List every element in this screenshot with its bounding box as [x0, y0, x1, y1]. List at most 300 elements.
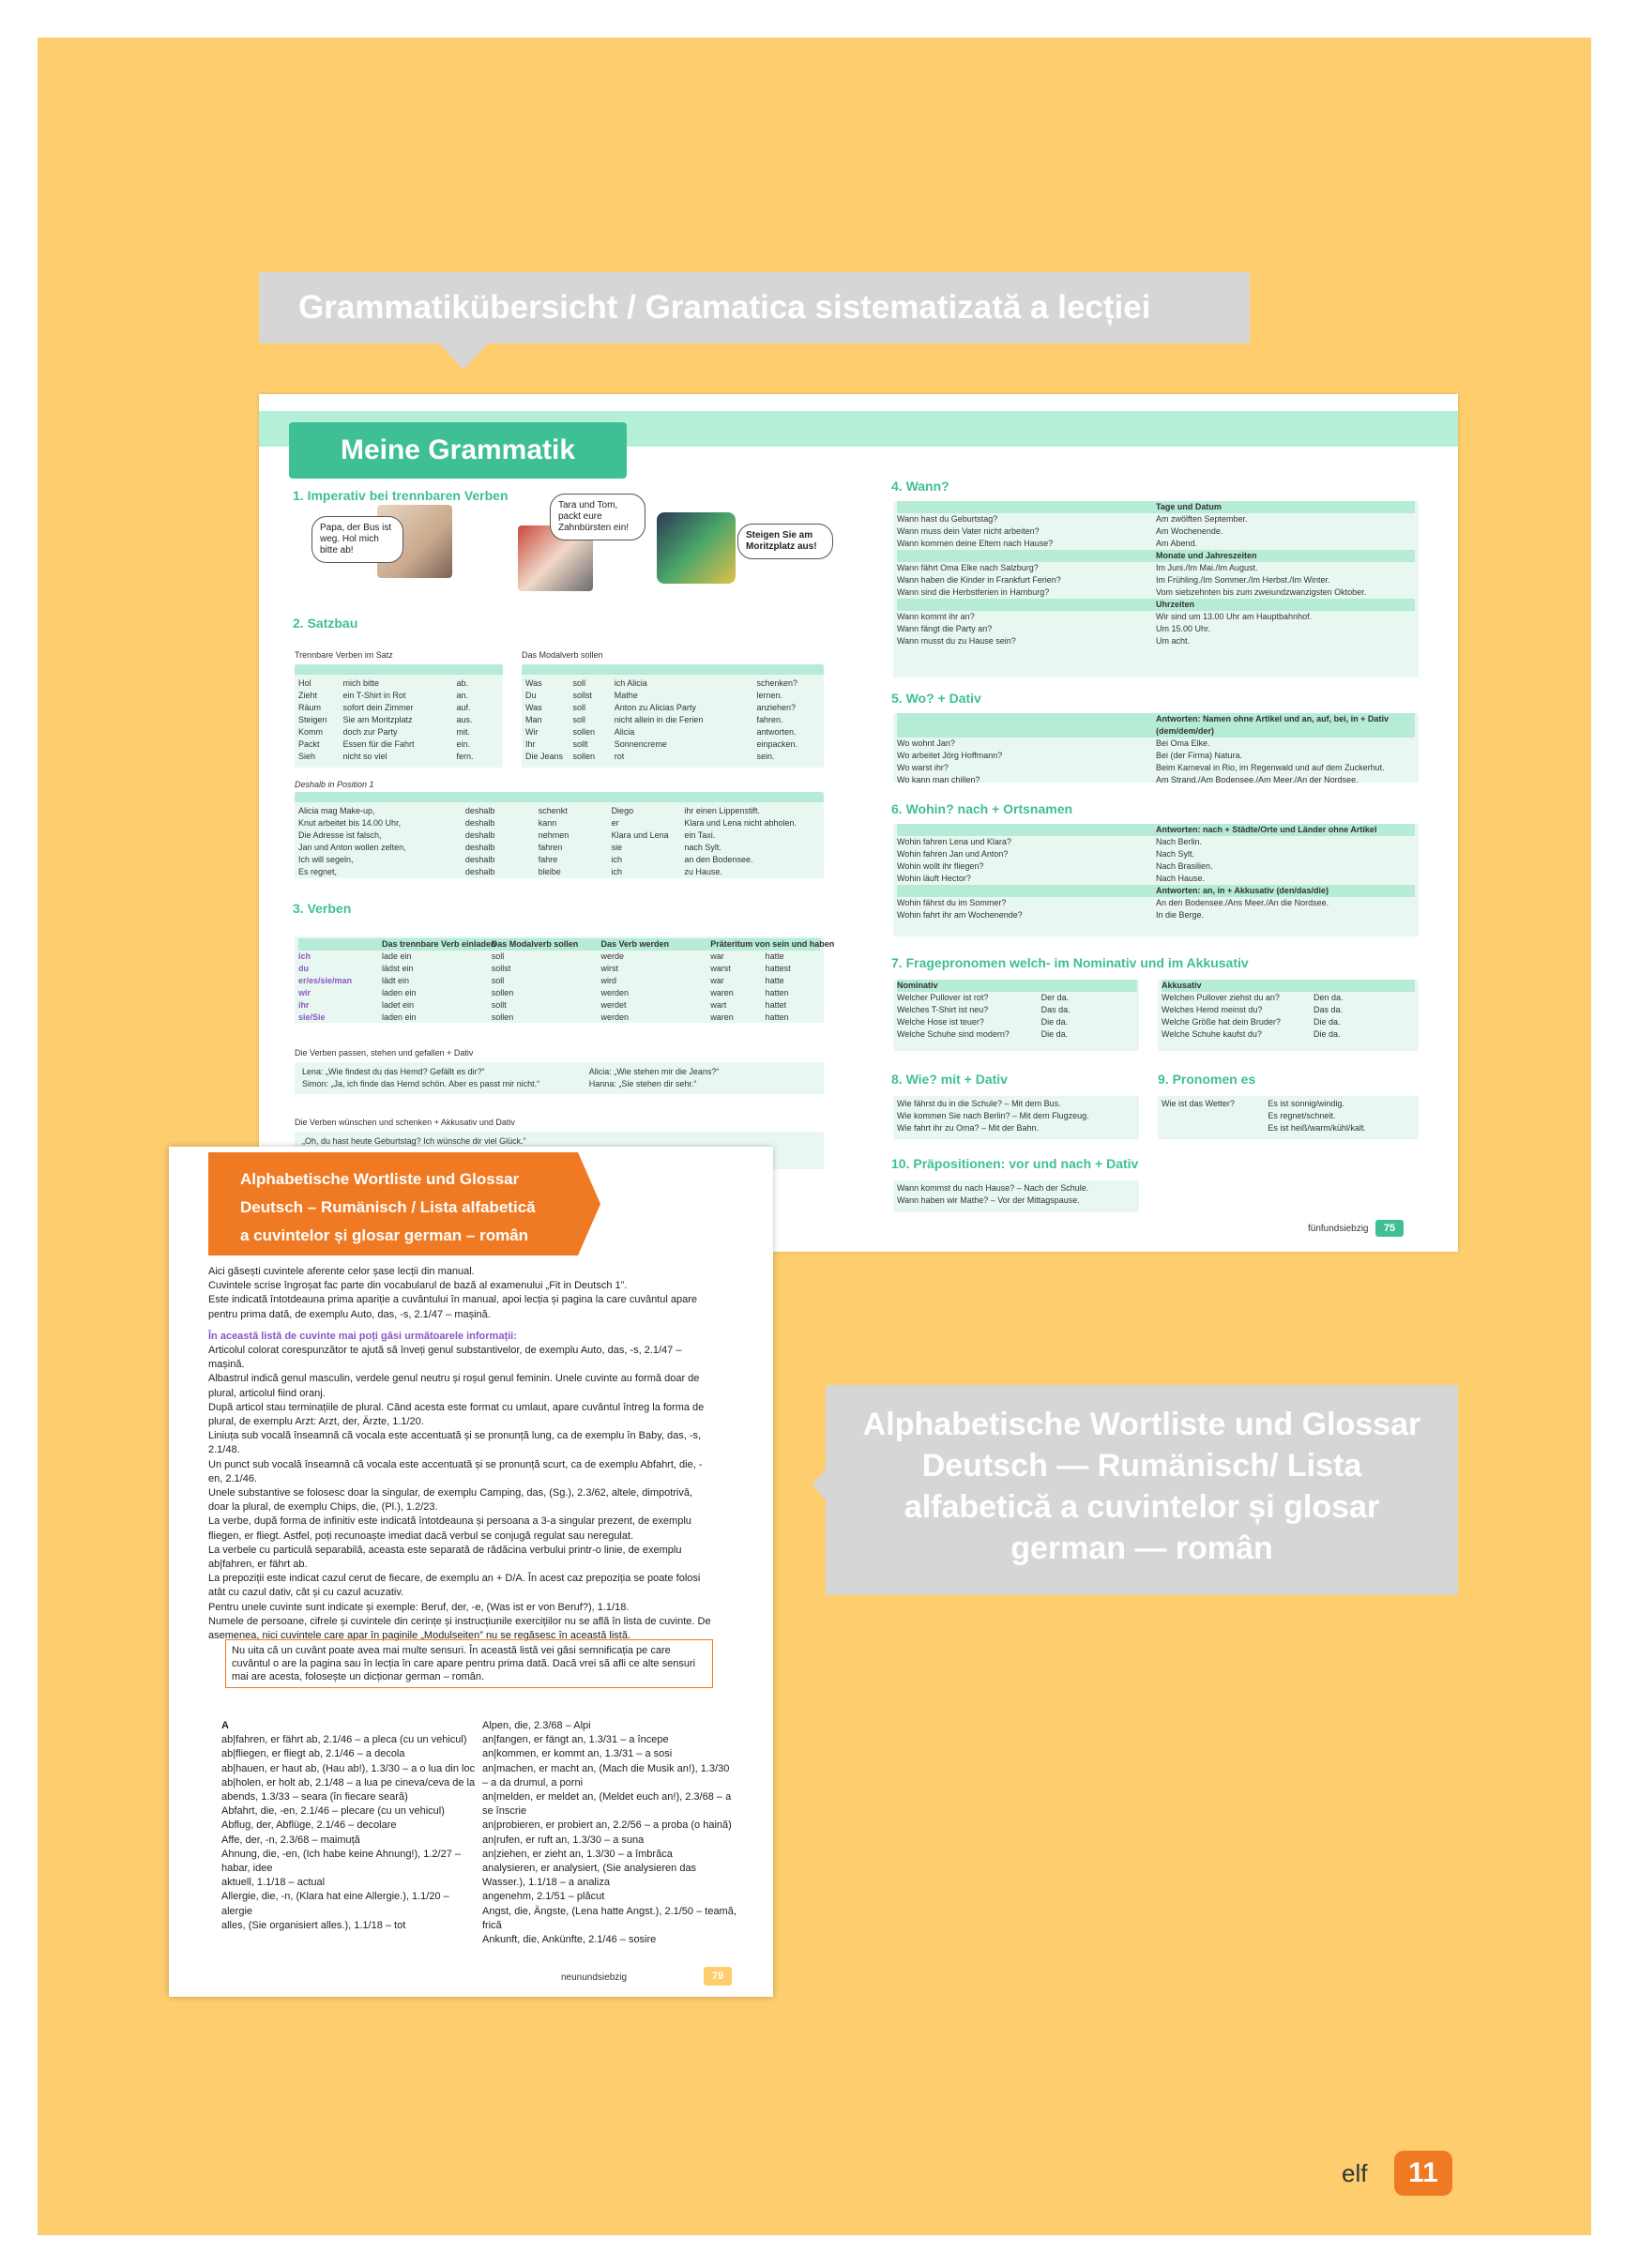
table-row	[298, 738, 501, 751]
table-row	[897, 860, 1415, 873]
table-cell: zu Hause.	[684, 867, 722, 876]
table-cell: Du	[525, 691, 537, 700]
callout-pointer	[439, 343, 488, 370]
table-cell: Wir sind um 13.00 Uhr am Hauptbahnhof.	[1156, 612, 1313, 621]
table-cell: Wo kann man chillen?	[897, 775, 980, 784]
table-cell: Welchen Pullover ziehst du an?	[1162, 993, 1280, 1002]
table-cell: rot	[614, 752, 625, 761]
word-entry: an|melden, er meldet an, (Meldet euch an!), 2.3/68 – a se înscrie	[482, 1791, 732, 1818]
table-cell: Am Strand./Am Bodensee./Am Meer./An der Nordsee.	[1156, 775, 1359, 784]
table-cell: sollt	[491, 1000, 507, 1010]
table-cell: Sieh	[298, 752, 316, 761]
table-cell: ich	[611, 867, 623, 876]
info-paragraph: Unele substantive se folosesc doar la singular, de exemplu Camping, das, (Sg.), 2.3/62, altele, dimpotrivă, doar la plural, de exemplu Chips, die, (Pl.), 1.2/23.	[208, 1487, 693, 1514]
word-column-2	[482, 1719, 737, 1947]
table-cell: wart	[710, 1000, 727, 1010]
word-entry: ab|hauen, er haut ab, (Hau ab!), 1.3/30 – a o lua din loc	[221, 1762, 476, 1774]
intro-paragraph: Aici găsești cuvintele aferente celor șase lecții din manual.	[208, 1266, 475, 1277]
table-header: Antworten: Namen ohne Artikel und an, auf, bei, in + Dativ (dem/dem/der)	[897, 713, 1415, 738]
table-cell: ihr einen Lippenstift.	[684, 806, 760, 815]
table-cell: hattest	[765, 964, 791, 973]
table-header	[295, 792, 824, 802]
table-row	[897, 635, 1415, 647]
section-heading: 4. Wann?	[891, 479, 949, 494]
table-row	[298, 866, 820, 878]
table-cell: deshalb	[464, 818, 495, 828]
table-row	[897, 873, 1415, 885]
example-line: Lena: „Wie findest du das Hemd? Gefällt es dir?“	[302, 1067, 485, 1076]
table-cell: lade ein	[381, 951, 412, 961]
table-cell: wirst	[600, 964, 618, 973]
table-cell: werdet	[600, 1000, 627, 1010]
table-row	[897, 574, 1415, 586]
table-header: Antworten: nach + Städte/Orte und Länder ohne Artikel	[897, 824, 1415, 836]
table-row	[298, 805, 820, 817]
table-header: Tage und Datum	[897, 501, 1415, 513]
table-cell: Nach Hause.	[1156, 874, 1206, 883]
info-list	[208, 1344, 715, 1643]
word-entry: Ahnung, die, -en, (Ich habe keine Ahnung!), 1.2/27 – habar, idee	[221, 1848, 462, 1875]
table-cell: Welcher Pullover ist rot?	[897, 993, 989, 1002]
table-cell: du	[298, 964, 309, 973]
table-cell: wird	[600, 976, 616, 985]
example-line: Wie fährst du in die Schule? – Mit dem Bus.	[897, 1099, 1061, 1108]
table-cell: nehmen	[538, 830, 570, 840]
page-footer-word: neunundsiebzig	[561, 1972, 628, 1983]
table-cell: Anton zu Alicias Party	[614, 703, 696, 712]
table-cell: Wo wohnt Jan?	[897, 738, 955, 748]
table-cell: bleibe	[538, 867, 561, 876]
table-cell: In die Berge.	[1156, 910, 1205, 920]
table-row	[897, 525, 1415, 538]
table-row	[298, 677, 501, 690]
table-cell: soll	[572, 678, 586, 688]
dative-verbs-box	[302, 1066, 824, 1090]
table-cell: Am zwölften September.	[1156, 514, 1248, 524]
table-row	[897, 848, 1415, 860]
table-cell: sein.	[756, 752, 775, 761]
info-paragraph: Articolul colorat corespunzător te ajută să înveți genul substantivelor, de exemplu Auto, das, -s, 2.1/47 – mașină.	[208, 1345, 682, 1371]
table-row	[897, 750, 1415, 762]
table-row	[897, 774, 1415, 786]
es-box	[1162, 1098, 1415, 1134]
glossary-title-line: Deutsch – Rumänisch / Lista alfabetică	[240, 1198, 536, 1216]
glossary-title-line: a cuvintelor și glosar german – român	[240, 1226, 529, 1244]
table-cell: kann	[538, 818, 557, 828]
table-cell: fahren.	[756, 715, 783, 724]
example-line: Wann kommst du nach Hause? – Nach der Schule.	[897, 1183, 1089, 1193]
table-cell: Wann fängt die Party an?	[897, 624, 993, 633]
table-row	[525, 738, 822, 751]
glossary-intro	[208, 1265, 715, 1643]
table-row	[298, 1012, 820, 1024]
table-row	[525, 677, 822, 690]
table-row	[298, 714, 501, 726]
table-cell: sie/Sie	[298, 1012, 326, 1022]
table-cell: nicht allein in die Ferien	[614, 715, 704, 724]
word-entry: ab|fliegen, er fliegt ab, 2.1/46 – a decola	[221, 1748, 405, 1760]
table-cell: fahre	[538, 855, 558, 864]
table-row	[1162, 992, 1415, 1004]
wohin-table	[897, 824, 1415, 921]
table-cell: Welche Schuhe kaufst du?	[1162, 1029, 1262, 1039]
info-paragraph: Pentru unele cuvinte sunt indicate și exemple: Beruf, der, -e, (Was ist er von Beruf?), 1.1/18.	[208, 1601, 630, 1613]
verb-conjugation-table	[298, 938, 835, 1024]
table-caption: Deshalb in Position 1	[295, 780, 374, 789]
table-cell: Jan und Anton wollen zelten,	[298, 843, 406, 852]
table-row	[897, 909, 1415, 921]
word-entry: analysieren, er analysiert, (Sie analysieren das Wasser.), 1.1/18 – a analiza	[482, 1863, 697, 1889]
section-heading: 2. Satzbau	[293, 616, 358, 631]
table-cell: Nach Sylt.	[1156, 849, 1195, 859]
table-cell: Wann muss dein Vater nicht arbeiten?	[897, 526, 1040, 536]
table-cell: lernen.	[756, 691, 782, 700]
table-row	[298, 975, 820, 987]
photo-phone-map	[657, 512, 736, 584]
table-row	[897, 513, 1415, 525]
table-cell: Wohin fährst du im Sommer?	[897, 898, 1007, 907]
example-line: Wann haben wir Mathe? – Vor der Mittagspause.	[897, 1195, 1080, 1205]
table-cell: Nach Brasilien.	[1156, 861, 1213, 871]
table-cell: Wann kommt ihr an?	[897, 612, 975, 621]
speech-bubble: Papa, der Bus ist weg. Hol mich bitte ab!	[311, 516, 403, 563]
table-cell: hatten	[765, 988, 789, 997]
table-cell: Hol	[298, 678, 311, 688]
table-row	[298, 951, 820, 963]
intro-paragraph: Cuvintele scrise îngroșat fac parte din vocabularul de bază al examenului „Fit in Deutsch 1”.	[208, 1280, 628, 1292]
table-cell: ich	[298, 951, 311, 961]
info-heading: În această listă de cuvinte mai poți găsi următoarele informații:	[208, 1330, 517, 1342]
table-cell: ein.	[456, 739, 470, 749]
table-cell: Wohin fahren Jan und Anton?	[897, 849, 1009, 859]
table-cell: Um 15.00 Uhr.	[1156, 624, 1211, 633]
table-cell: Welche Hose ist teuer?	[897, 1017, 984, 1027]
word-entry: Affe, der, -n, 2.3/68 – maimuță	[221, 1834, 360, 1846]
callout-pointer	[812, 1464, 829, 1505]
table-cell: schenken?	[756, 678, 797, 688]
table-header	[295, 664, 503, 675]
table-cell: hatte	[765, 951, 784, 961]
table-cell: er/es/sie/man	[298, 976, 353, 985]
table-caption: Trennbare Verben im Satz	[295, 650, 393, 660]
table-cell: Mathe	[614, 691, 638, 700]
table-cell: ein T-Shirt in Rot	[342, 691, 406, 700]
table-caption: Die Verben passen, stehen und gefallen + Dativ	[295, 1048, 474, 1058]
table-row	[298, 726, 501, 738]
table-header-cell: Das Modalverb sollen	[491, 939, 579, 949]
word-entry: Abfahrt, die, -en, 2.1/46 – plecare (cu un vehicul)	[221, 1805, 445, 1818]
table-cell: mit.	[456, 727, 470, 737]
example-line: Wie fahrt ihr zu Oma? – Mit der Bahn.	[897, 1123, 1040, 1133]
modal-verb-table	[525, 677, 822, 763]
table-cell: Im Frühling./Im Sommer./Im Herbst./Im Winter.	[1156, 575, 1330, 585]
table-cell: hatte	[765, 976, 784, 985]
table-cell: Die da.	[1040, 1017, 1069, 1027]
accusative-table	[1162, 980, 1415, 1041]
table-cell: nach Sylt.	[684, 843, 721, 852]
table-cell: An den Bodensee./Ans Meer./An die Nordsee.	[1156, 898, 1329, 907]
table-cell: mich bitte	[342, 678, 380, 688]
table-cell: Die da.	[1314, 1029, 1341, 1039]
example-line: Hanna: „Sie stehen dir sehr.“	[588, 1079, 697, 1088]
section-heading: 8. Wie? mit + Dativ	[891, 1072, 1008, 1087]
table-row	[525, 690, 822, 702]
table-cell: Am Wochenende.	[1156, 526, 1223, 536]
table-cell: Klara und Lena	[611, 830, 669, 840]
table-cell: Nach Berlin.	[1156, 837, 1203, 846]
table-cell: deshalb	[464, 806, 495, 815]
table-row	[897, 1028, 1137, 1041]
table-header: Monate und Jahreszeiten	[897, 550, 1415, 562]
table-cell: schenkt	[538, 806, 568, 815]
table-cell: werden	[600, 1012, 629, 1022]
table-cell: Sonnencreme	[614, 739, 667, 749]
table-cell: Die Jeans	[525, 752, 564, 761]
table-cell: Welche Schuhe sind modern?	[897, 1029, 1010, 1039]
word-entry: an|fangen, er fängt an, 1.3/31 – a începe	[482, 1734, 669, 1746]
table-row	[298, 830, 820, 842]
table-row	[897, 623, 1415, 635]
table-cell: Die da.	[1314, 1017, 1341, 1027]
table-cell: sollt	[572, 739, 588, 749]
table-cell: Knut arbeitet bis 14.00 Uhr,	[298, 818, 402, 828]
glossary-title-arrow	[578, 1152, 600, 1256]
info-paragraph: Albastrul indică genul masculin, verdele genul neutru și roșul genul feminin. Unele cuvinte au formă doar de plural, articolul fiind oranj.	[208, 1373, 700, 1399]
table-cell: laden ein	[381, 1012, 417, 1022]
table-cell: Wohin fahrt ihr am Wochenende?	[897, 910, 1023, 920]
example-line: „Oh, du hast heute Geburtstag? Ich wünsche dir viel Glück.“	[302, 1136, 526, 1146]
table-row	[897, 586, 1415, 599]
table-cell: soll	[572, 715, 586, 724]
table-header	[298, 938, 835, 951]
table-cell: Klara und Lena nicht abholen.	[684, 818, 797, 828]
table-cell: Wann sind die Herbstferien in Hamburg?	[897, 587, 1050, 597]
table-row	[298, 751, 501, 763]
table-cell: Am Abend.	[1156, 539, 1198, 548]
table-caption: Die Verben wünschen und schenken + Akkusativ und Dativ	[295, 1118, 515, 1127]
table-header: Akkusativ	[1162, 980, 1415, 992]
table-row	[298, 702, 501, 714]
info-paragraph: Un punct sub vocală înseamnă că vocala este accentuată și se pronunță scurt, ca de exemplu Abfahrt, die, -en, 2.1/46.	[208, 1458, 703, 1484]
table-cell: doch zur Party	[342, 727, 398, 737]
table-cell: Das da.	[1040, 1005, 1071, 1014]
word-entry: Alpen, die, 2.3/68 – Alpi	[482, 1720, 591, 1731]
table-cell: sie	[611, 843, 623, 852]
page-footer-word: fünfundsiebzig	[1308, 1224, 1369, 1234]
table-cell: Zieht	[298, 691, 318, 700]
speech-bubble: Steigen Sie am Moritzplatz aus!	[737, 524, 833, 559]
glossary-title	[240, 1165, 550, 1250]
table-cell: fern.	[456, 752, 474, 761]
table-cell: deshalb	[464, 830, 495, 840]
table-cell: Um acht.	[1156, 636, 1191, 646]
wo-table	[897, 713, 1415, 786]
table-cell: warst	[710, 964, 731, 973]
table-cell: antworten.	[756, 727, 797, 737]
table-cell: er	[611, 818, 619, 828]
table-header-cell: Das Verb werden	[600, 939, 669, 949]
question: Wie ist das Wetter?	[1162, 1099, 1235, 1108]
table-cell: Bei Oma Elke.	[1156, 738, 1210, 748]
table-row	[1162, 1016, 1415, 1028]
table-cell: einpacken.	[756, 739, 797, 749]
table-cell: Wo arbeitet Jörg Hoffmann?	[897, 751, 1003, 760]
table-cell: Alicia	[614, 727, 635, 737]
word-entry: ab|holen, er holt ab, 2.1/48 – a lua pe cineva/ceva de la	[221, 1776, 476, 1789]
table-cell: war	[710, 951, 724, 961]
word-entry: Ankunft, die, Ankünfte, 2.1/46 – sosire	[482, 1934, 657, 1946]
table-cell: Es regnet,	[298, 867, 338, 876]
word-entry: aktuell, 1.1/18 – actual	[221, 1877, 326, 1889]
table-row	[525, 702, 822, 714]
table-cell: Räum	[298, 703, 322, 712]
info-paragraph: Liniuța sub vocală înseamnă că vocala este accentuată și se pronunță lung, ca de exemplu în Baby, das, -s, 2.1/48.	[208, 1430, 702, 1456]
word-entry: an|probieren, er probiert an, 2.2/56 – a proba (o haină)	[482, 1819, 732, 1832]
table-cell: werde	[600, 951, 624, 961]
page-number-badge: 11	[1394, 2151, 1452, 2196]
table-cell: Wann fährt Oma Elke nach Salzburg?	[897, 563, 1039, 572]
table-cell: war	[710, 976, 724, 985]
answer-line: Es ist sonnig/windig.	[1268, 1099, 1344, 1108]
table-header: Uhrzeiten	[897, 599, 1415, 611]
table-cell: Welches T-Shirt ist neu?	[897, 1005, 989, 1014]
answer-line: Es ist heiß/warm/kühl/kalt.	[1268, 1123, 1366, 1133]
section-heading: 5. Wo? + Dativ	[891, 691, 981, 706]
info-paragraph: La prepoziții este indicat cazul cerut de fiecare, de exemplu an + D/A. În acest caz prepoziția se poate folosi atât cu cazul dativ, cât și cu cazul acuzativ.	[208, 1573, 701, 1599]
table-cell: an den Bodensee.	[684, 855, 753, 864]
table-cell: Ich will segeln,	[298, 855, 354, 864]
glossary-callout: Alphabetische Wortliste und Glossar Deutsch — Rumänisch/ Lista alfabetică a cuvintelor și glosar german — român	[826, 1385, 1458, 1595]
section-heading: 9. Pronomen es	[1158, 1072, 1256, 1087]
table-cell: Ihr	[525, 739, 536, 749]
example-line: Alicia: „Wie stehen mir die Jeans?“	[588, 1067, 720, 1076]
table-cell: Im Juni./Im Mai./Im August.	[1156, 563, 1258, 572]
section-heading: 6. Wohin? nach + Ortsnamen	[891, 801, 1073, 816]
prepositions-box	[897, 1182, 1137, 1207]
info-paragraph: Numele de persoane, cifrele și cuvintele din cerințe și instrucțiunile exercițiilor nu se află în lista de cuvinte. De asemenea, nici cuvintele care apar în paginile „Modulseiten” nu se regăsesc în această listă.	[208, 1615, 711, 1642]
table-header: Antworten: an, in + Akkusativ (den/das/die)	[897, 885, 1415, 897]
table-cell: Steigen	[298, 715, 327, 724]
table-cell: Packt	[298, 739, 320, 749]
table-header-cell: Präteritum von sein und haben	[710, 939, 835, 949]
table-cell: Diego	[611, 806, 634, 815]
section-heading: 7. Fragepronomen welch- im Nominativ und im Akkusativ	[891, 955, 1249, 970]
page-number-badge: 79	[704, 1967, 732, 1986]
table-cell: Essen für die Fahrt	[342, 739, 415, 749]
table-cell: Die Adresse ist falsch,	[298, 830, 382, 840]
table-cell: soll	[491, 976, 505, 985]
table-cell: soll	[491, 951, 505, 961]
table-cell: Vom siebzehnten bis zum zweiundzwanzigsten Oktober.	[1156, 587, 1367, 597]
table-row	[525, 751, 822, 763]
word-entry: abends, 1.3/33 – seara (în fiecare seară)	[221, 1791, 408, 1804]
table-cell: Wann musst du zu Hause sein?	[897, 636, 1016, 646]
example-line: Wie kommen Sie nach Berlin? – Mit dem Flugzeug.	[897, 1111, 1089, 1120]
table-cell: sollen	[572, 727, 596, 737]
word-entry: an|ziehen, er zieht an, 1.3/30 – a îmbrăca	[482, 1848, 673, 1860]
table-cell: Was	[525, 703, 542, 712]
info-paragraph: La verbe, după forma de infinitiv este indicată întotdeauna și persoana a 3-a singular prezent, de exemplu fliegen, er fliegt. Astfel, poți recunoaște imediat dacă verbul se conjugă regulat sau neregulat.	[208, 1515, 691, 1542]
table-cell: sofort dein Zimmer	[342, 703, 414, 712]
table-row	[298, 987, 820, 999]
word-entry: an|machen, er macht an, (Mach die Musik an!), 1.3/30 – a da drumul, a porni	[482, 1762, 730, 1789]
table-cell: ab.	[456, 678, 468, 688]
table-cell: Die da.	[1040, 1029, 1069, 1039]
table-cell: deshalb	[464, 855, 495, 864]
table-cell: Was	[525, 678, 542, 688]
word-entry: Abflug, der, Abflüge, 2.1/46 – decolare	[221, 1819, 397, 1832]
grammar-overview-callout: Grammatikübersicht / Gramatica sistematizată a lecției	[259, 272, 1250, 343]
table-header	[522, 664, 824, 675]
dictionary-note: Nu uita că un cuvânt poate avea mai multe sensuri. În această listă vei găsi semnificația pe care cuvântul o are la pagina sau în lecția în care apare pentru prima dată. Dacă vrei să afli ce alte sensuri mai are acesta, folosește un dicționar german – român.	[225, 1639, 713, 1688]
table-cell: Wann hast du Geburtstag?	[897, 514, 998, 524]
table-row	[525, 714, 822, 726]
table-cell: fahren	[538, 843, 563, 852]
table-cell: Wohin fahren Lena und Klara?	[897, 837, 1011, 846]
table-cell: sollst	[491, 964, 511, 973]
table-header-cell: Das trennbare Verb einladen	[381, 939, 496, 949]
table-cell: deshalb	[464, 843, 495, 852]
table-row	[897, 992, 1137, 1004]
intro-paragraph: Este indicată întotdeauna prima apariție a cuvântului în manual, apoi lecția și pagina la care cuvântul apare pentru prima dată, de exemplu Auto, das, -s, 2.1/47 – mașină.	[208, 1294, 697, 1320]
table-row	[897, 836, 1415, 848]
table-row	[298, 854, 820, 866]
table-cell: Der da.	[1040, 993, 1070, 1002]
table-row	[897, 611, 1415, 623]
table-header: Nominativ	[897, 980, 1137, 992]
example-line: Simon: „Ja, ich finde das Hemd schön. Aber es passt mir nicht.“	[302, 1079, 540, 1088]
table-row	[298, 817, 820, 830]
table-row	[897, 538, 1415, 550]
table-cell: ich Alicia	[614, 678, 647, 688]
table-cell: sollen	[491, 988, 514, 997]
table-cell: Welches Hemd meinst du?	[1162, 1005, 1263, 1014]
glossary-title-line: Alphabetische Wortliste und Glossar	[240, 1170, 520, 1188]
table-cell: Sie am Moritzplatz	[342, 715, 413, 724]
table-row	[897, 738, 1415, 750]
table-cell: Wann kommen deine Eltern nach Hause?	[897, 539, 1054, 548]
table-cell: hatten	[765, 1012, 789, 1022]
table-cell: Welche Größe hat dein Bruder?	[1162, 1017, 1281, 1027]
table-row	[298, 842, 820, 854]
table-cell: ich	[611, 855, 623, 864]
word-entry: angenehm, 2.1/51 – plăcut	[482, 1891, 605, 1903]
table-cell: Wo warst ihr?	[897, 763, 949, 772]
word-entry: Angst, die, Ängste, (Lena hatte Angst.), 2.1/50 – teamă, frică	[482, 1905, 737, 1931]
brand-label: elf	[1342, 2159, 1368, 2187]
table-cell: soll	[572, 703, 586, 712]
letter-heading: A	[221, 1720, 229, 1731]
table-caption: Das Modalverb sollen	[522, 650, 603, 660]
table-row	[1162, 1004, 1415, 1016]
speech-bubble: Tara und Tom, packt eure Zahnbürsten ein!	[550, 494, 645, 540]
table-cell: Wohin wollt ihr fliegen?	[897, 861, 984, 871]
table-row	[897, 1016, 1137, 1028]
word-column-1	[221, 1719, 477, 1933]
section-heading: 10. Präpositionen: vor und nach + Dativ	[891, 1156, 1139, 1171]
word-entry: an|kommen, er kommt an, 1.3/31 – a sosi	[482, 1748, 673, 1760]
answer-line: Es regnet/schneit.	[1268, 1111, 1336, 1120]
table-cell: Man	[525, 715, 542, 724]
separable-verbs-table	[298, 677, 501, 763]
table-row	[897, 762, 1415, 774]
wie-box	[897, 1098, 1137, 1134]
table-cell: lädt ein	[381, 976, 409, 985]
word-entry: Allergie, die, -n, (Klara hat eine Allergie.), 1.1/20 – alergie	[221, 1891, 449, 1917]
deshalb-table	[298, 805, 820, 878]
glossary-page-preview	[169, 1147, 773, 1997]
table-row	[897, 897, 1415, 909]
